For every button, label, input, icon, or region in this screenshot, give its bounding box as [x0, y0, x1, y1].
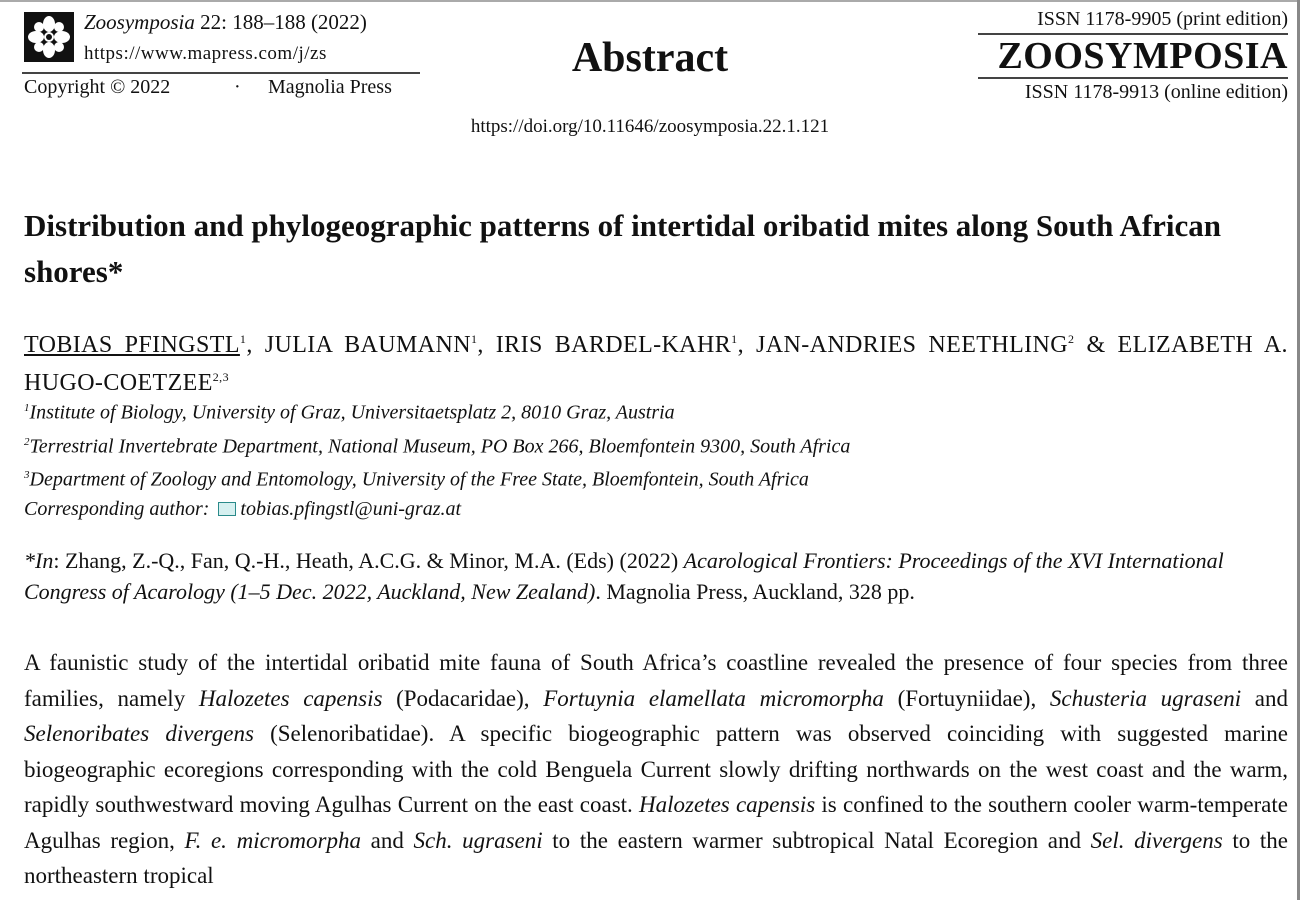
- affiliation-item: [24, 394, 1288, 428]
- species-name: F. e. micromorpha: [184, 827, 361, 853]
- in-tail: . Magnolia Press, Auckland, 328 pp.: [595, 579, 915, 604]
- species-name: Halozetes capensis: [198, 685, 383, 711]
- issn-print: ISSN 1178-9905 (print edition): [1037, 8, 1288, 30]
- doi-link[interactable]: https://doi.org/10.11646/zoosymposia.22.1.121: [470, 116, 830, 137]
- abstract-body: [24, 645, 1288, 894]
- author-separator: ,: [477, 332, 496, 358]
- abstract-text: A faunistic study of the intertidal oribatid mite fauna of South Africa’s coastline revealed the presence of four species from three families, namely: [24, 650, 1288, 711]
- author-name: IRIS BARDEL-KAHR: [495, 332, 732, 358]
- author-affiliation-mark: 1: [239, 332, 247, 346]
- affiliation-text: Department of Zoology and Entomology, University of the Free State, Bloemfontein, South Africa: [29, 468, 809, 491]
- author-separator: ,: [737, 332, 756, 358]
- journal-url-link[interactable]: https://www.mapress.com/j/zs: [84, 43, 327, 64]
- journal-brand: ZOOSYMPOSIA: [997, 35, 1288, 77]
- citation-volume: 22: 188–188 (2022): [200, 10, 367, 34]
- article-title: Distribution and phylogeographic patterns of intertidal oribatid mites along South African shores*: [24, 208, 1222, 289]
- author-name[interactable]: TOBIAS PFINGSTL: [24, 332, 240, 358]
- in-editors: : Zhang, Z.-Q., Fan, Q.-H., Heath, A.C.G. & Minor, M.A. (Eds) (2022): [53, 548, 684, 573]
- journal-name: Zoosymposia: [84, 10, 195, 34]
- author-list: [24, 323, 1288, 399]
- affiliation-list: [24, 394, 1288, 524]
- author-affiliation-mark: 1: [731, 332, 738, 346]
- author-affiliation-mark: 1: [470, 332, 478, 346]
- copyright-text: Copyright © 2022: [24, 76, 171, 98]
- section-title: Abstract: [571, 35, 729, 81]
- author-name: JAN-ANDRIES NEETHLING: [756, 332, 1068, 358]
- corresponding-author: [24, 495, 1288, 524]
- author-separator: &: [1074, 332, 1118, 358]
- journal-citation: [84, 8, 367, 36]
- abstract-text: (Podacaridae),: [382, 685, 544, 711]
- author-name: JULIA BAUMANN: [264, 332, 471, 358]
- species-name: Schusteria ugraseni: [1049, 685, 1242, 711]
- abstract-text: to the eastern warmer subtropical Natal Ecoregion and: [542, 827, 1091, 853]
- abstract-text: and: [1241, 685, 1288, 711]
- in-book-title: Acarological Frontiers: Proceedings of the XVI International Congress of Acarology (1–5 Dec. 2022, Auckland, New Zealand): [24, 548, 1224, 604]
- affiliation-text: Institute of Biology, University of Graz, Universitaetsplatz 2, 8010 Graz, Austria: [29, 401, 675, 424]
- abstract-text: is confined to the southern cooler warm-temperate Agulhas region,: [24, 792, 1288, 853]
- author-name: ELIZABETH A. HUGO-COETZEE: [24, 332, 1288, 396]
- affiliation-mark: 1: [24, 402, 30, 414]
- issn-online: ISSN 1178-9913 (online edition): [1024, 81, 1288, 103]
- page-top-edge: [0, 0, 1300, 2]
- affiliation-item: [24, 428, 1288, 462]
- author-affiliation-mark: 2,3: [212, 370, 229, 384]
- abstract-text: (Selenoribatidae). A specific biogeographic pattern was observed coinciding with suggested marine biogeographic ecoregions corresponding with the cold Benguela Current slowly drifting northwards on the west coast and the warm, rapidly southwestward moving Agulhas Current on the east coast.: [24, 721, 1288, 817]
- species-name: Sch. ugraseni: [413, 827, 543, 853]
- species-name: Selenoribates divergens: [24, 721, 254, 746]
- corresponding-email-link[interactable]: tobias.pfingstl@uni-graz.at: [240, 497, 462, 520]
- affiliation-mark: 2: [24, 435, 30, 448]
- affiliation-mark: 3: [24, 469, 30, 482]
- proceedings-note: [24, 545, 1288, 607]
- header-rule-right-bottom: [978, 77, 1288, 79]
- species-name: Fortuynia elamellata micromorpha: [543, 685, 884, 711]
- journal-issn-block: [978, 6, 1288, 104]
- affiliation-text: Terrestrial Invertebrate Department, National Museum, PO Box 266, Bloemfontein 9300, South Africa: [29, 435, 851, 458]
- corresponding-label: Corresponding author:: [24, 497, 210, 520]
- affiliation-item: [24, 461, 1288, 495]
- author-affiliation-mark: 2: [1068, 332, 1075, 346]
- abstract-text: to the northeastern tropical: [24, 827, 1288, 888]
- in-prefix: *In: [24, 548, 54, 573]
- email-icon: [218, 502, 236, 516]
- species-name: Sel. divergens: [1090, 827, 1223, 853]
- author-separator: ,: [246, 332, 265, 358]
- copyright-separator: ·: [234, 76, 241, 98]
- species-name: Halozetes capensis: [639, 792, 816, 817]
- abstract-text: and: [360, 827, 414, 853]
- abstract-paragraph: [24, 645, 1288, 894]
- publisher-name: Magnolia Press: [268, 76, 392, 98]
- abstract-text: (Fortuyniidae),: [883, 685, 1050, 711]
